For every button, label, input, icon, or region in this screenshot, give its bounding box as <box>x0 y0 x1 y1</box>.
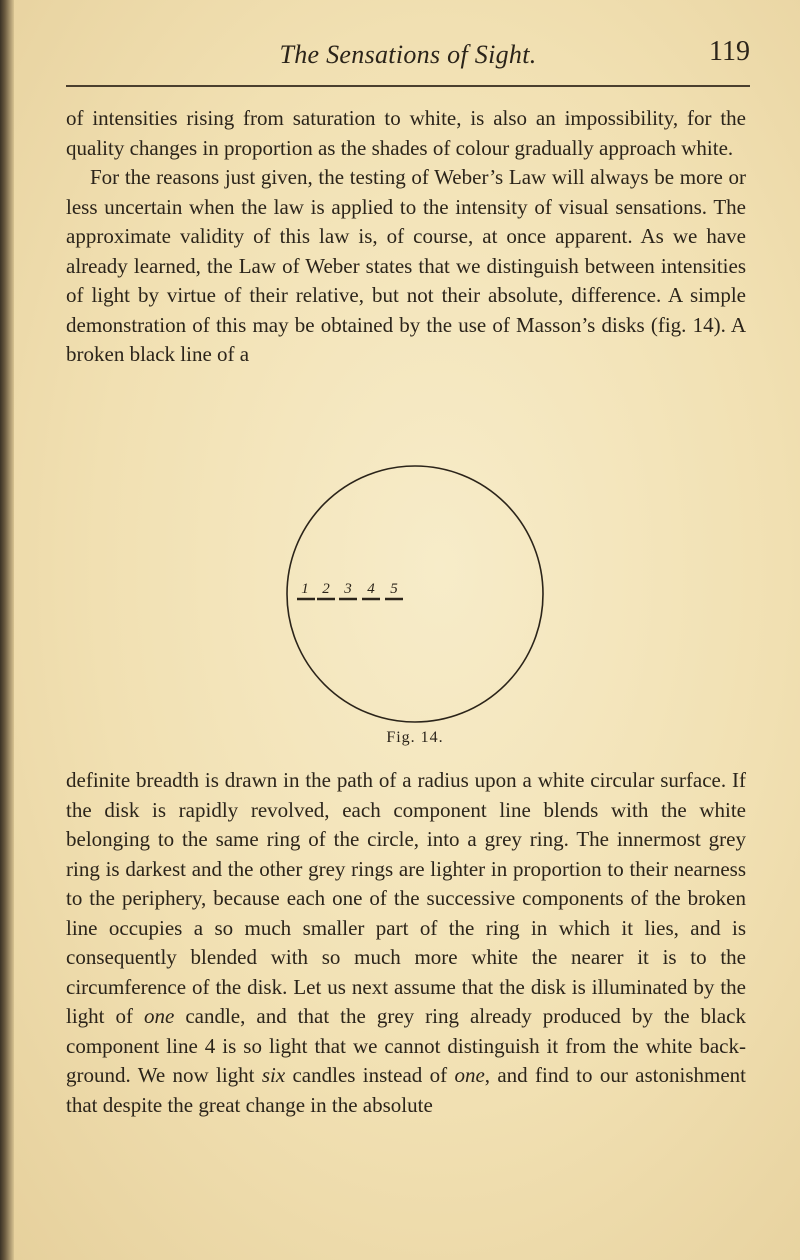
emphasis-one-second: one <box>454 1063 485 1087</box>
text-run: candles instead of <box>285 1063 455 1087</box>
line-label-2: 2 <box>322 581 330 597</box>
emphasis-one: one <box>144 1004 175 1028</box>
page-number: 119 <box>709 36 750 67</box>
line-label-5: 5 <box>390 581 398 597</box>
binding-edge <box>0 0 14 1260</box>
paragraph-continued: of intensities rising from saturation to white, is also an impossibility, for the quality changes in proportion as the shades of colour gradually approach white. <box>66 106 746 160</box>
figure-14 <box>270 465 560 760</box>
figure-caption: Fig. 14. <box>386 729 444 746</box>
running-head <box>66 24 750 74</box>
header-rule <box>66 85 750 87</box>
text-run: definite breadth is drawn in the path of a radius upon a white circular surface. If the disk is rapidly revolved, each component line blends with the white belonging to the same ring of the circle, into a grey ring. The innermost grey ring is darkest and the other grey rings are lighter in proportion to their nearness to the periphery, because each one of the successive components of the broken line occupies a so much smaller part of the ring in which it lies, and is consequently blended with so much more white the nearer it is to the circumference of the disk. Let us next assume that the disk is illuminated by the light of <box>66 768 746 1028</box>
text-run: candle, and that the grey ring already produced by the black component line 4 is so light that we cannot distinguish it from the white back-ground. We now light <box>66 1004 746 1087</box>
paragraph-webers-law: For the reasons just given, the testing of Weber’s Law will always be more or less uncertain when the law is applied to the intensity of visual sensations. The approximate validity of this law is, of course, at once apparent. As we have already learned, the Law of Weber states that we distinguish between intensities of light by virtue of their relative, but not their absolute, difference. A simple demonstration of this may be obtained by the use of Masson’s disks (fig. 14). A broken black line of a <box>66 165 746 366</box>
running-title: The Sensations of Sight. <box>279 40 537 69</box>
line-label-3: 3 <box>344 581 352 597</box>
emphasis-six: six <box>261 1063 286 1087</box>
line-label-4: 4 <box>367 581 375 597</box>
text-block-bottom <box>66 766 746 1120</box>
text-block-top <box>66 104 746 370</box>
masson-disk-diagram <box>270 465 560 725</box>
text-run: , and find to our astonishment that despite the great change in the absolute <box>66 1063 746 1117</box>
line-label-1: 1 <box>301 581 309 597</box>
paragraph-masson-disks <box>66 766 746 1120</box>
